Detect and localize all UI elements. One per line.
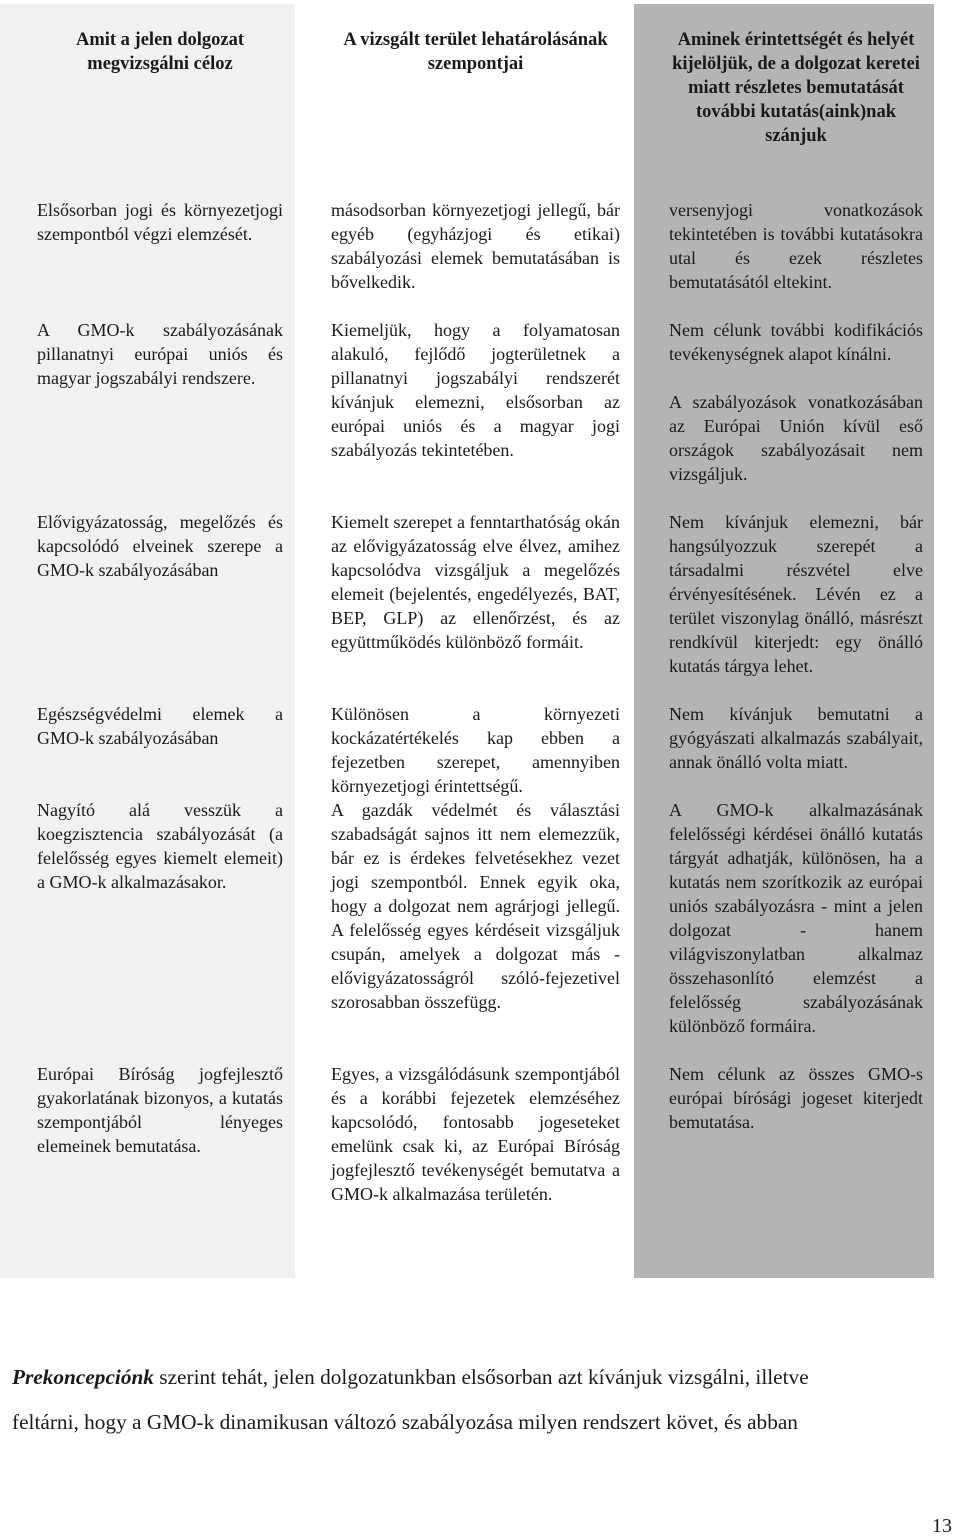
table-cell: versenyjogi vonatkozások tekintetében is további kutatásokra utal és ezek részletes bemutatásától eltekint. [669,200,923,292]
table-cell: Egyes, a vizsgálódásunk szempontjából és a korábbi fejezetek elemzéséhez kapcsolódó, fontosabb jogeseteket emelünk csak ki, az Európai Bíróság jogfejlesztő tevékenységét bemutatva a GMO-k alkalmazása területén. [331,1064,620,1204]
table-cell: Nem kívánjuk elemezni, bár hangsúlyozzuk szerepét a társadalmi részvétel elve érvényesítésének. Lévén ez a terület viszonylag önálló, másrészt rendkívül kiterjedt: egy önálló kutatás tárgya lehet. [669,512,923,676]
table-cell: A szabályozások vonatkozásában az Európai Unión kívül eső országok szabályozásait nem vizsgáljuk. [669,392,923,484]
table-cell: Nem célunk az összes GMO-s európai bírósági jogeset kiterjedt bemutatása. [669,1064,923,1132]
table-column-future-research [634,4,934,1278]
body-paragraph-line [12,1355,959,1400]
table-cell: másodsorban környezetjogi jellegű, bár egyéb (egyházjogi és etikai) szabályozási elemek bemutatásában is bővelkedik. [331,200,620,292]
table-cell: Kiemelt szerepet a fenntarthatóság okán az elővigyázatosság elve élvez, amihez kapcsolódva vizsgáljuk a megelőzés elemeit (bejelentés, engedélyezés, BAT, BEP, GLP) az ellenőrzést, és az együttműködés különböző formáit. [331,512,620,652]
table-column-aims [0,4,295,1278]
table-cell: Kiemeljük, hogy a folyamatosan alakuló, fejlődő jogterületnek a pillanatnyi jogszabályi rendszerét kívánjuk elemezni, elsősorban az európai uniós és a magyar jogi szabályozás tekintetében. [331,320,620,460]
table-cell: A GMO-k alkalmazásának felelősségi kérdései önálló kutatás tárgyát adhatják, különösen, ha a kutatás nem szorítkozik az európai uniós szabályozásra - mint a jelen dolgozat - hanem világviszonylatban alkalmaz összehasonlító elemzést a felelősség szabályozásának különböző formáira. [669,800,923,1036]
body-paragraph-line: feltárni, hogy a GMO-k dinamikusan változó szabályozása milyen rendszert követ, és abban [12,1410,798,1434]
page-number: 13 [932,1515,952,1537]
table-cell: Elővigyázatosság, megelőzés és kapcsolódó elveinek szerepe a GMO-k szabályozásában [37,512,283,580]
table-cell: A GMO-k szabályozásának pillanatnyi európai uniós és magyar jogszabályi rendszere. [37,320,283,388]
table-cell: Egészségvédelmi elemek a GMO-k szabályozásában [37,704,283,748]
paragraph-text: szerint tehát, jelen dolgozatunkban elsősorban azt kívánjuk vizsgálni, illetve [153,1365,809,1389]
emphasis-term: Prekoncepciónk [12,1365,154,1389]
column-header-scope: A vizsgált terület lehatárolásának szempontjai [343,30,608,74]
table-cell: Nem kívánjuk bemutatni a gyógyászati alkalmazás szabályait, annak önálló volta miatt. [669,704,923,772]
table-cell: Különösen a környezeti kockázatértékelés kap ebben a fejezetben szerepet, amennyiben környezetjogi érintettségű. [331,704,620,796]
table-cell: Európai Bíróság jogfejlesztő gyakorlatának bizonyos, a kutatás szempontjából lényeges elemeinek bemutatása. [37,1064,283,1156]
table-cell: Nem célunk további kodifikációs tevékenységnek alapot kínálni. [669,320,923,364]
column-header-future-research: Aminek érintettségét és helyét kijelöljük, de a dolgozat keretei miatt részletes bemutatását további kutatás(aink)nak szánjuk [672,30,920,146]
table-cell: A gazdák védelmét és választási szabadságát sajnos itt nem elemezzük, bár ez is érdekes felvetésekhez vezet jogi szempontból. Ennek egyik oka, hogy a dolgozat nem agrárjogi jellegű. A felelősség egyes kérdéseit vizsgáljuk csupán, amelyek a dolgozat más - elővigyázatosságról szóló-fejezetivel szorosabban összefügg. [331,800,620,1012]
column-header-aims: Amit a jelen dolgozat megvizsgálni céloz [75,30,244,74]
table-cell: Elsősorban jogi és környezetjogi szempontból végzi elemzését. [37,200,283,244]
table-cell: Nagyító alá vesszük a koegzisztencia szabályozását (a felelősség egyes kiemelt elemeit) a GMO-k alkalmazásakor. [37,800,283,892]
table-column-scope [295,4,634,1278]
